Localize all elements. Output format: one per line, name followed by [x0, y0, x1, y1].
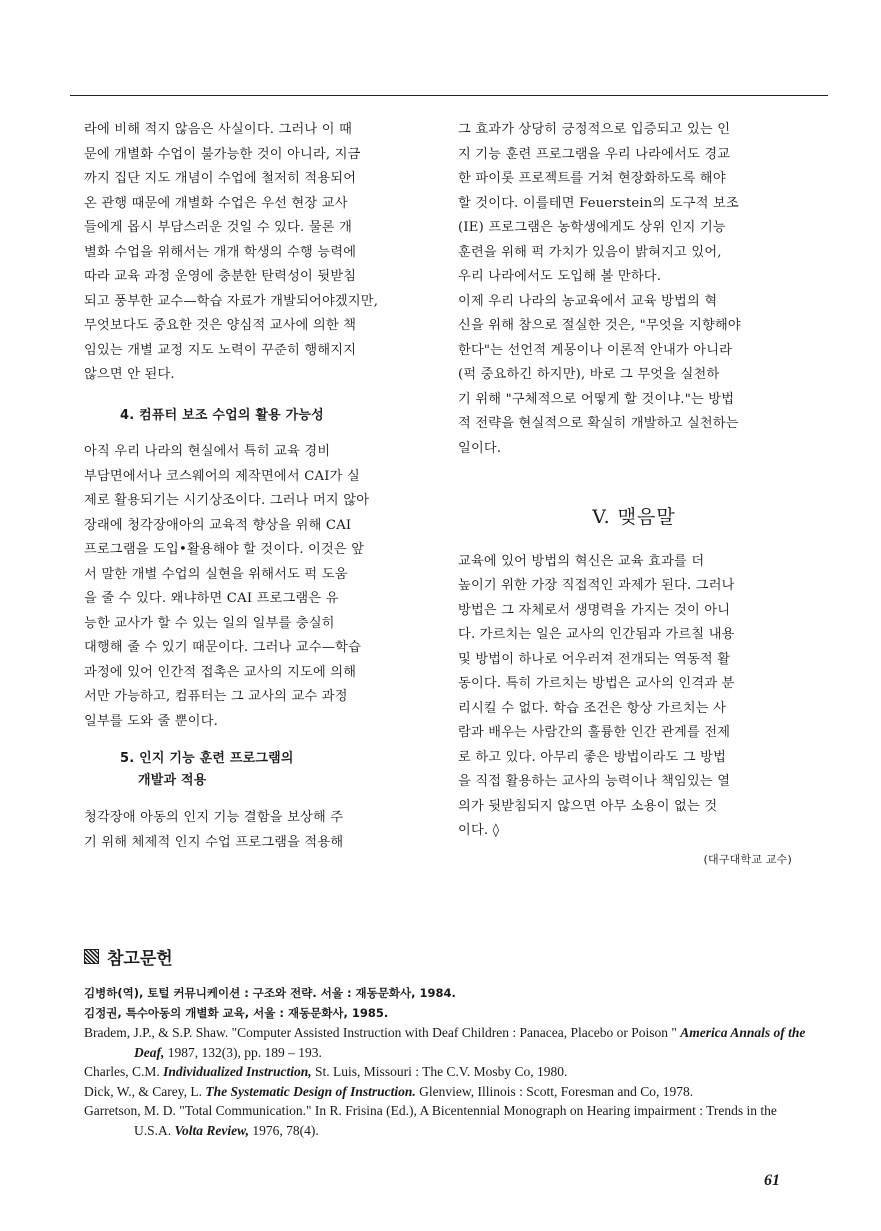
reference-entry: [84, 1062, 810, 1082]
text-line: 부담면에서나 코스웨어의 제작면에서 CAI가 실: [84, 468, 360, 484]
text-line: 서만 가능하고, 컴퓨터는 그 교사의 교수 과정: [84, 689, 348, 704]
references-list: [84, 984, 810, 1140]
left-column: [84, 118, 436, 855]
reference-entry: 김정권, 특수아동의 개별화 교육, 서울 : 재동문화사, 1985.: [84, 1005, 389, 1020]
heading-section-4: 4. 컴퓨터 보조 수업의 활용 가능성: [120, 407, 324, 423]
text-line: 그 효과가 상당히 긍정적으로 입증되고 있는 인: [458, 122, 731, 137]
heading-5-line-1: 5. 인지 기능 훈련 프로그램의: [120, 751, 294, 766]
text-line: (퍽 중요하긴 하지만), 바로 그 무엇을 실천하: [458, 367, 720, 382]
text-line: 기 위해 체제적 인지 수업 프로그램을 적용해: [84, 834, 344, 850]
text-line: 서 말한 개별 수업의 실현을 위해서도 퍽 도움: [84, 566, 348, 582]
text-line: 훈련을 위해 퍽 가치가 있음이 밝혀지고 있어,: [458, 244, 722, 260]
references-heading: [84, 944, 173, 969]
right-para-2: [458, 290, 810, 462]
reference-details: 1987, 132(3), pp. 189 ‒ 193.: [164, 1044, 322, 1060]
text-line: 높이기 위한 가장 직접적인 과제가 된다. 그러나: [458, 578, 735, 593]
text-line: 임있는 개별 교정 지도 노력이 꾸준히 행해지지: [84, 342, 357, 358]
text-line: 문에 개별화 수업이 불가능한 것이 아니라, 지금: [84, 146, 361, 162]
reference-source-title: The Systematic Design of Instruction.: [205, 1083, 416, 1099]
text-line: 라에 비해 적지 않음은 사실이다. 그러나 이 때: [84, 122, 353, 137]
reference-text: Charles, C.M.: [84, 1064, 164, 1079]
text-line: 아직 우리 나라의 현실에서 특히 교육 경비: [84, 444, 331, 459]
text-line: 람과 배우는 사람간의 훌륭한 인간 관계를 전제: [458, 725, 731, 740]
text-line: 능한 교사가 할 수 있는 일의 일부를 충실히: [84, 615, 335, 631]
text-line: 한 파이롯 프로젝트를 거쳐 현장화하도록 해야: [458, 171, 726, 186]
reference-entry: [84, 1082, 810, 1102]
reference-text: Dick, W., & Carey, L.: [84, 1083, 206, 1099]
text-line: 을 직접 활용하는 교사의 능력이나 책임있는 열: [458, 774, 731, 789]
reference-details: St. Luis, Missouri : The C.V. Mosby Co, 1980.: [311, 1064, 568, 1079]
top-rule: [70, 95, 828, 96]
right-column: [458, 118, 810, 872]
text-line: 을 줄 수 있다. 왜냐하면 CAI 프로그램은 유: [84, 591, 339, 606]
reference-text: Bradem, J.P., & S.P. Shaw. "Computer Assisted Instruction with Deaf Children : Panacea, Placebo or Poison ": [84, 1025, 681, 1040]
right-para-3: [458, 550, 810, 844]
text-line: (IE) 프로그램은 농학생에게도 상위 인지 기능: [458, 220, 726, 235]
text-line: 제로 활용되기는 시기상조이다. 그러나 머지 않아: [84, 493, 370, 508]
reference-source-title: Volta Review,: [174, 1122, 250, 1138]
reference-text: Garretson, M. D. "Total Communication." In R. Frisina (Ed.), A Bicentennial Monograph on Hearing impairment : Trends in the U.S.A.: [84, 1103, 777, 1138]
references-title: 참고문헌: [107, 949, 173, 969]
text-line: 리시킬 수 없다. 학습 조건은 항상 가르치는 사: [458, 700, 727, 716]
text-line: 이제 우리 나라의 농교육에서 교육 방법의 혁: [458, 293, 718, 309]
text-line: 별화 수업을 위해서는 개개 학생의 수행 능력에: [84, 244, 357, 260]
heading-section-5: [120, 748, 436, 792]
left-para-3: [84, 806, 436, 855]
author-affiliation: (대구대학교 교수): [703, 852, 792, 866]
text-line: 일부를 도와 줄 뿐이다.: [84, 713, 219, 729]
text-line: 적 전략을 현실적으로 확실히 개발하고 실천하는: [458, 416, 739, 431]
right-para-1: [458, 118, 810, 290]
text-line: 지 기능 훈련 프로그램을 우리 나라에서도 경교: [458, 146, 731, 162]
text-line: 일이다.: [458, 440, 502, 456]
text-line: 청각장애 아동의 인지 기능 결함을 보상해 주: [84, 810, 344, 825]
text-line: 및 방법이 하나로 어우러져 전개되는 역동적 활: [458, 651, 731, 667]
reference-source-title: America Annals of the Deaf,: [134, 1025, 806, 1060]
text-line: 따라 교육 과정 운영에 충분한 탄력성이 뒷받침: [84, 269, 357, 284]
heading-5-line-2: 개발과 적용: [138, 773, 207, 788]
text-line: 교육에 있어 방법의 혁신은 교육 효과를 더: [458, 553, 705, 569]
text-line: 신을 위해 참으로 절실한 것은, "무엇을 지향해야: [458, 318, 741, 333]
text-line: 기 위해 "구체적으로 어떻게 할 것이냐."는 방법: [458, 391, 735, 407]
text-line: 방법은 그 자체로서 생명력을 가지는 것이 아니: [458, 602, 731, 618]
text-line: 동이다. 특히 가르치는 방법은 교사의 인격과 분: [458, 676, 735, 691]
text-line: 의가 뒷받침되지 않으면 아무 소용이 없는 것: [458, 798, 718, 814]
reference-entry: [84, 1023, 810, 1062]
text-line: 들에게 몹시 부담스러운 것일 수 있다. 물론 개: [84, 220, 353, 235]
text-line: 할 것이다. 이를테면 Feuerstein의 도구적 보조: [458, 195, 739, 211]
reference-details: Glenview, Illinois : Scott, Foresman and Co, 1978.: [415, 1083, 694, 1099]
text-line: 과정에 있어 인간적 접촉은 교사의 지도에 의해: [84, 664, 357, 680]
text-line: 다. 가르치는 일은 교사의 인간됨과 가르칠 내용: [458, 627, 735, 642]
reference-entry: 김병하(역), 토털 커뮤니케이션 : 구조와 전략. 서울 : 재동문화사, 1984.: [84, 986, 456, 1000]
left-para-1: [84, 118, 436, 388]
text-line: 장래에 청각장애아의 교육적 향상을 위해 CAI: [84, 517, 352, 533]
text-line: 되고 풍부한 교수—학습 자료가 개발되어야겠지만,: [84, 293, 379, 309]
reference-source-title: Individualized Instruction,: [163, 1064, 312, 1079]
text-line: 한다"는 선언적 계몽이나 이론적 안내가 아니라: [458, 342, 733, 358]
page-number: 61: [764, 1172, 780, 1189]
text-line: 대행해 줄 수 있기 때문이다. 그러나 교수—학습: [84, 640, 362, 655]
text-line: 로 하고 있다. 아무리 좋은 방법이라도 그 방법: [458, 749, 727, 765]
text-line: 않으면 안 된다.: [84, 367, 175, 382]
reference-entry: [84, 1101, 810, 1140]
left-para-2: [84, 440, 436, 734]
hatched-square-icon: [84, 949, 99, 964]
reference-details: 1976, 78(4).: [249, 1122, 319, 1138]
section-title-conclusion: V. 맺음말: [592, 506, 676, 528]
text-line: 프로그램을 도입•활용해야 할 것이다. 이것은 앞: [84, 542, 365, 557]
text-line: 이다. ◊: [458, 823, 500, 838]
text-line: 우리 나라에서도 도입해 볼 만하다.: [458, 269, 662, 284]
text-line: 온 관행 때문에 개별화 수업은 우선 현장 교사: [84, 195, 348, 211]
text-line: 까지 집단 지도 개념이 수업에 철저히 적용되어: [84, 171, 357, 186]
text-line: 무엇보다도 중요한 것은 양심적 교사에 의한 책: [84, 318, 357, 333]
